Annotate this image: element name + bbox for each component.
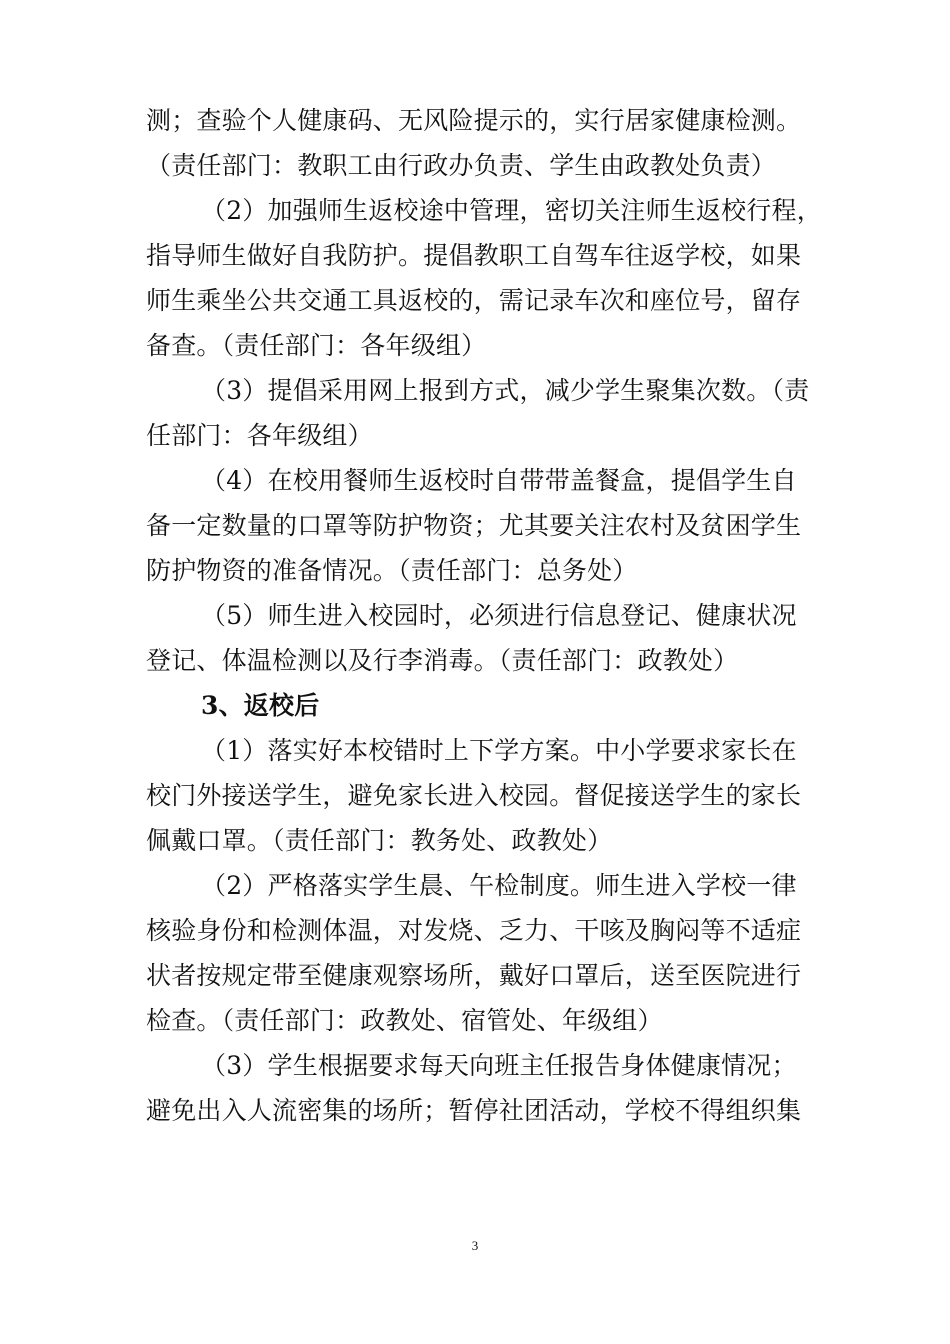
- text-line: 防护物资的准备情况。（责任部门：总务处）: [146, 556, 638, 585]
- text-line: （4）在校用餐师生返校时自带带盖餐盒，提倡学生自: [201, 466, 797, 495]
- text-line: 备查。（责任部门：各年级组）: [146, 331, 487, 360]
- text-line: 避免出入人流密集的场所；暂停社团活动，学校不得组织集: [146, 1096, 802, 1125]
- text-line: 指导师生做好自我防护。提倡教职工自驾车往返学校，如果: [146, 241, 802, 270]
- text-line: 佩戴口罩。（责任部门：教务处、政教处）: [146, 826, 613, 855]
- text-line: 校门外接送学生，避免家长进入校园。督促接送学生的家长: [146, 781, 802, 810]
- text-line: （3）学生根据要求每天向班主任报告身体健康情况；: [201, 1051, 797, 1080]
- text-line: 核验身份和检测体温，对发烧、乏力、干咳及胸闷等不适症: [146, 916, 802, 945]
- text-line: 状者按规定带至健康观察场所，戴好口罩后，送至医院进行: [146, 961, 802, 990]
- text-line: （5）师生进入校园时，必须进行信息登记、健康状况: [201, 601, 797, 630]
- text-line: （2）严格落实学生晨、午检制度。师生进入学校一律: [201, 871, 797, 900]
- page-number: 3: [471, 1238, 479, 1253]
- text-line: 检查。（责任部门：政教处、宿管处、年级组）: [146, 1006, 663, 1035]
- text-line: 备一定数量的口罩等防护物资；尤其要关注农村及贫困学生: [146, 511, 802, 540]
- text-line: 登记、体温检测以及行李消毒。（责任部门：政教处）: [146, 646, 739, 675]
- text-line: 任部门：各年级组）: [146, 421, 373, 450]
- text-line: （2）加强师生返校途中管理，密切关注师生返校行程，: [201, 196, 822, 225]
- text-line: （1）落实好本校错时上下学方案。中小学要求家长在: [201, 736, 797, 765]
- section-heading: 3、返校后: [201, 691, 320, 720]
- text-line: 师生乘坐公共交通工具返校的，需记录车次和座位号，留存: [146, 286, 802, 315]
- text-line: 测；查验个人健康码、无风险提示的，实行居家健康检测。: [146, 106, 802, 135]
- text-line: （责任部门：教职工由行政办负责、学生由政教处负责）: [146, 151, 777, 180]
- text-line: （3）提倡采用网上报到方式，减少学生聚集次数。（责: [201, 376, 810, 405]
